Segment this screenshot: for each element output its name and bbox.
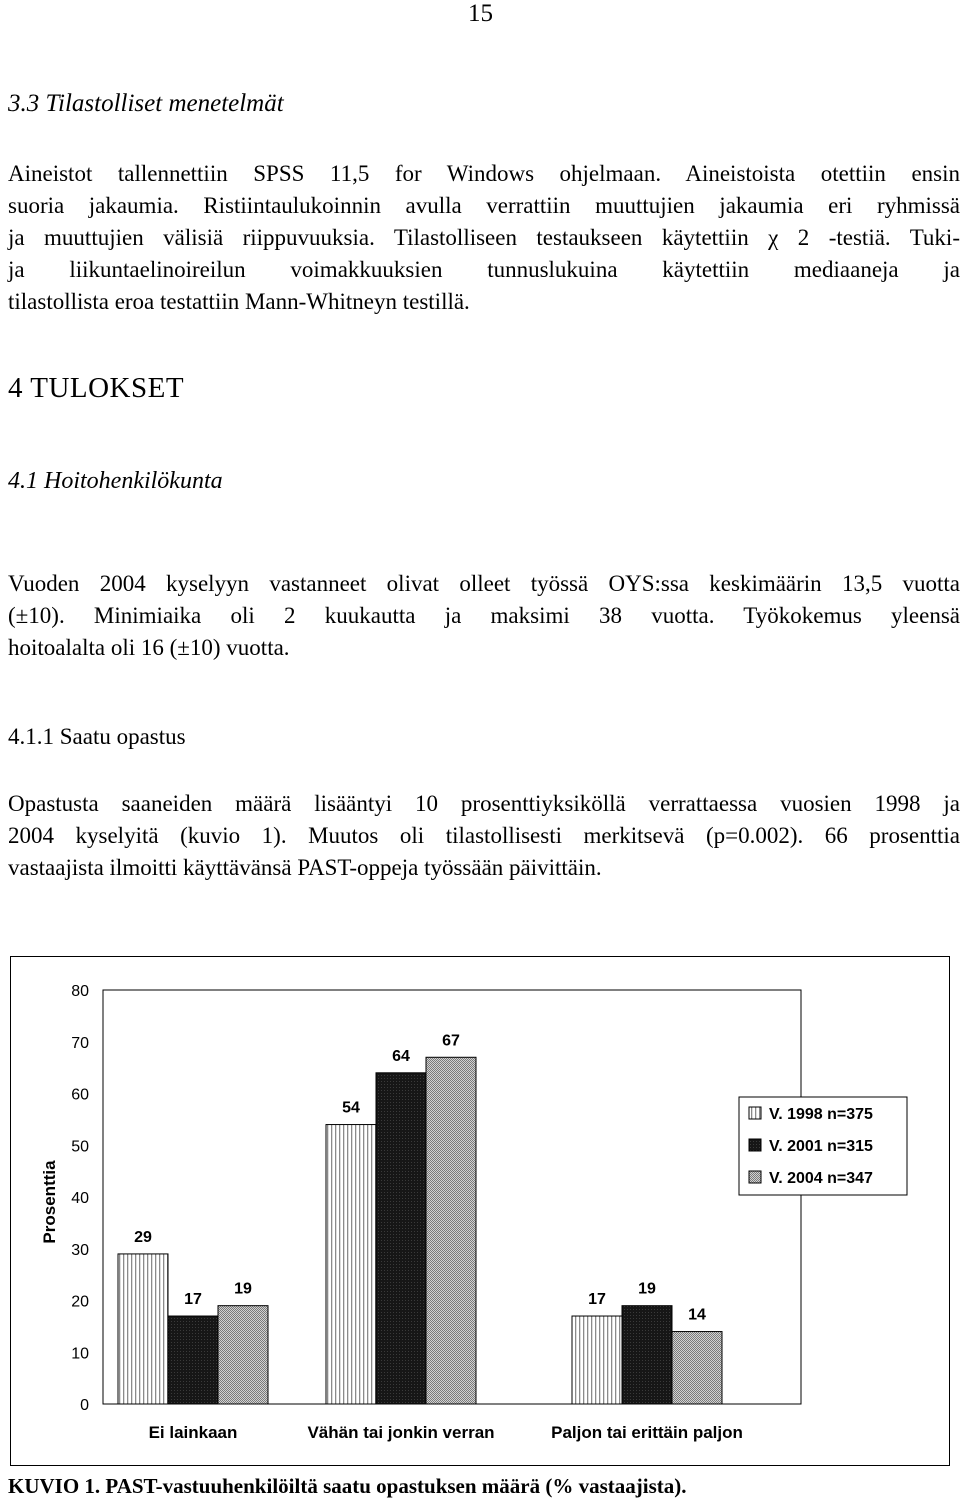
- figure-caption: KUVIO 1. PAST-vastuuhenkilöiltä saatu opastuksen määrä (% vastaajista).: [8, 1474, 687, 1498]
- y-axis-label: Prosenttia: [40, 1160, 59, 1244]
- y-tick-label: 70: [71, 1034, 89, 1052]
- chapter-heading-results: 4 TULOKSET: [8, 372, 185, 404]
- bar-chart: [11, 957, 949, 1465]
- y-tick-label: 80: [71, 983, 89, 1000]
- bar: [118, 1254, 168, 1404]
- bar: [218, 1306, 268, 1404]
- bar: [326, 1125, 376, 1404]
- legend-label: V. 2001 n=315: [769, 1138, 873, 1155]
- paragraph-statistical-methods: [8, 158, 960, 318]
- legend-swatch: [749, 1139, 761, 1151]
- paragraph-line: ja liikuntaelinoireilun voimakkuuksien tunnuslukuina käytettiin mediaaneja ja: [8, 257, 960, 282]
- y-tick-label: 10: [71, 1345, 89, 1363]
- bar: [622, 1306, 672, 1404]
- bar: [426, 1057, 476, 1404]
- paragraph-guidance: [8, 788, 960, 884]
- section-heading-4-1: 4.1 Hoitohenkilökunta: [8, 468, 223, 494]
- section-heading-4-1-1: 4.1.1 Saatu opastus: [8, 724, 186, 749]
- data-label: 19: [638, 1280, 656, 1298]
- x-tick-label: Ei lainkaan: [148, 1423, 238, 1442]
- y-tick-label: 20: [71, 1293, 89, 1311]
- data-label: 54: [342, 1099, 360, 1117]
- bar: [672, 1332, 722, 1404]
- paragraph-line: ja muuttujien välisiä riippuvuuksia. Tilastolliseen testaukseen käytettiin χ 2 -testiä. Tuki-: [8, 225, 960, 250]
- paragraph-line: hoitoalalta oli 16 (±10) vuotta.: [8, 635, 290, 660]
- data-label: 17: [588, 1291, 606, 1309]
- paragraph-line: Aineistot tallennettiin SPSS 11,5 for Windows ohjelmaan. Aineistoista otettiin ensin: [8, 161, 960, 186]
- data-label: 67: [442, 1032, 460, 1050]
- paragraph-line: 2004 kyselyitä (kuvio 1). Muutos oli tilastollisesti merkitsevä (p=0.002). 66 prosenttia: [8, 823, 960, 848]
- legend-label: V. 2004 n=347: [769, 1170, 873, 1187]
- paragraph-staff: [8, 568, 960, 664]
- legend-swatch: [749, 1107, 761, 1119]
- x-tick-label: Paljon tai erittäin paljon: [551, 1423, 743, 1442]
- x-tick-label: Vähän tai jonkin verran: [307, 1423, 495, 1442]
- legend-label: V. 1998 n=375: [769, 1106, 873, 1123]
- y-tick-label: 40: [71, 1190, 89, 1207]
- data-label: 64: [392, 1047, 410, 1065]
- chart-frame: [10, 956, 950, 1466]
- paragraph-line: tilastollista eroa testattiin Mann-Whitneyn testillä.: [8, 289, 470, 314]
- y-tick-label: 50: [71, 1138, 89, 1156]
- data-label: 17: [184, 1291, 202, 1309]
- paragraph-line: vastaajista ilmoitti käyttävänsä PAST-oppeja työssään päivittäin.: [8, 855, 602, 880]
- paragraph-line: suoria jakaumia. Ristiintaulukoinnin avulla verrattiin muuttujien jakaumia eri ryhmissä: [8, 193, 960, 218]
- section-heading-3-3: 3.3 Tilastolliset menetelmät: [8, 90, 284, 117]
- page-number: 15: [468, 0, 493, 27]
- y-tick-label: 60: [71, 1086, 89, 1104]
- data-label: 19: [234, 1280, 252, 1298]
- paragraph-line: Vuoden 2004 kyselyyn vastanneet olivat olleet työssä OYS:ssa keskimäärin 13,5 vuotta: [8, 571, 960, 596]
- bar: [572, 1316, 622, 1404]
- data-label: 29: [134, 1228, 152, 1246]
- paragraph-line: Opastusta saaneiden määrä lisääntyi 10 prosenttiyksiköllä verrattaessa vuosien 1998 ja: [8, 791, 960, 816]
- legend-swatch: [749, 1171, 761, 1183]
- y-tick-label: 30: [71, 1241, 89, 1259]
- paragraph-line: (±10). Minimiaika oli 2 kuukautta ja maksimi 38 vuotta. Työkokemus yleensä: [8, 603, 960, 628]
- data-label: 14: [688, 1306, 706, 1324]
- y-tick-label: 0: [80, 1397, 89, 1414]
- bar: [168, 1316, 218, 1404]
- bar: [376, 1073, 426, 1404]
